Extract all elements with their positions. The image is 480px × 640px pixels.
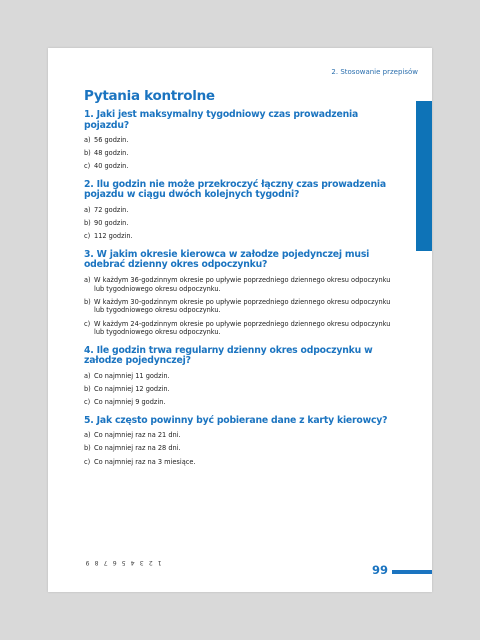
answer-option — [84, 149, 402, 158]
question-text: 4. Ile godzin trwa regularny dzienny okres odpoczynku w załodze pojedynczej? — [84, 344, 373, 367]
answer-option — [84, 444, 402, 453]
answer-option — [84, 219, 402, 228]
answer-option — [84, 458, 402, 467]
option-text: Co najmniej raz na 28 dni. — [94, 444, 181, 453]
option-text: Co najmniej raz na 21 dni. — [94, 431, 181, 440]
question-2 — [84, 180, 402, 241]
option-text: 40 godzin. — [94, 162, 129, 171]
answer-option — [84, 320, 402, 337]
option-text: W każdym 30-godzinnym okresie po upływie poprzedniego dziennego okresu odpoczynku lub tygodniowego okresu odpoczynku. — [94, 297, 391, 315]
answer-option — [84, 232, 402, 241]
option-text: Co najmniej 12 godzin. — [94, 384, 170, 393]
option-letter: c) — [84, 162, 91, 171]
answer-option — [84, 372, 402, 381]
option-letter: b) — [84, 149, 91, 158]
option-letter: b) — [84, 219, 91, 228]
option-text: W każdym 36-godzinnym okresie po upływie poprzedniego dziennego okresu odpoczynku lub tygodniowego okresu odpoczynku. — [94, 275, 391, 293]
page-content — [84, 88, 402, 475]
answer-option — [84, 398, 402, 407]
answer-option — [84, 206, 402, 215]
option-text: Co najmniej raz na 3 miesiące. — [94, 457, 196, 466]
option-text: W każdym 24-godzinnym okresie po upływie poprzedniego dziennego okresu odpoczynku lub tygodniowego okresu odpoczynku. — [94, 319, 391, 337]
answer-option — [84, 298, 402, 315]
option-letter: b) — [84, 384, 91, 393]
option-letter: c) — [84, 232, 91, 241]
chapter-side-tab — [416, 101, 432, 251]
option-letter: a) — [84, 371, 91, 380]
option-text: 48 godzin. — [94, 149, 129, 158]
option-letter: c) — [84, 319, 91, 328]
option-letter: c) — [84, 398, 91, 407]
page-number: 99 — [371, 563, 388, 577]
option-text: Co najmniej 11 godzin. — [94, 371, 170, 380]
option-text: Co najmniej 9 godzin. — [94, 398, 166, 407]
option-text: 90 godzin. — [94, 219, 129, 228]
page-title: Pytania kontrolne — [84, 88, 215, 104]
answer-option — [84, 276, 402, 293]
option-letter: a) — [84, 431, 91, 440]
page-number-bar — [392, 570, 432, 574]
answer-option — [84, 431, 402, 440]
running-head: 2. Stosowanie przepisów — [331, 68, 418, 76]
question-text: 1. Jaki jest maksymalny tygodniowy czas prowadzenia pojazdu? — [84, 109, 359, 131]
option-letter: c) — [84, 457, 91, 466]
option-letter: a) — [84, 136, 91, 144]
option-letter: b) — [84, 297, 91, 306]
question-3 — [84, 250, 402, 337]
option-text: 72 godzin. — [94, 205, 129, 214]
option-text: 56 godzin. — [94, 136, 129, 144]
printer-code: 1 2 3 4 5 6 7 8 9 — [85, 559, 162, 567]
option-text: 112 godzin. — [94, 232, 133, 241]
question-text: 5. Jak często powinny być pobierane dane z karty kierowcy? — [84, 414, 388, 426]
question-text: 3. W jakim okresie kierowca w załodze pojedynczej musi odebrać dzienny okres odpoczynku? — [84, 248, 370, 271]
book-page — [48, 48, 432, 592]
question-4 — [84, 346, 402, 407]
question-5 — [84, 416, 402, 466]
option-letter: a) — [84, 275, 91, 284]
answer-option — [84, 162, 402, 171]
question-1 — [84, 110, 402, 171]
question-text: 2. Ilu godzin nie może przekroczyć łączny czas prowadzenia pojazdu w ciągu dwóch kolejnych tygodni? — [84, 178, 386, 201]
option-letter: b) — [84, 444, 91, 453]
option-letter: a) — [84, 205, 91, 214]
answer-option — [84, 385, 402, 394]
answer-option — [84, 136, 402, 145]
